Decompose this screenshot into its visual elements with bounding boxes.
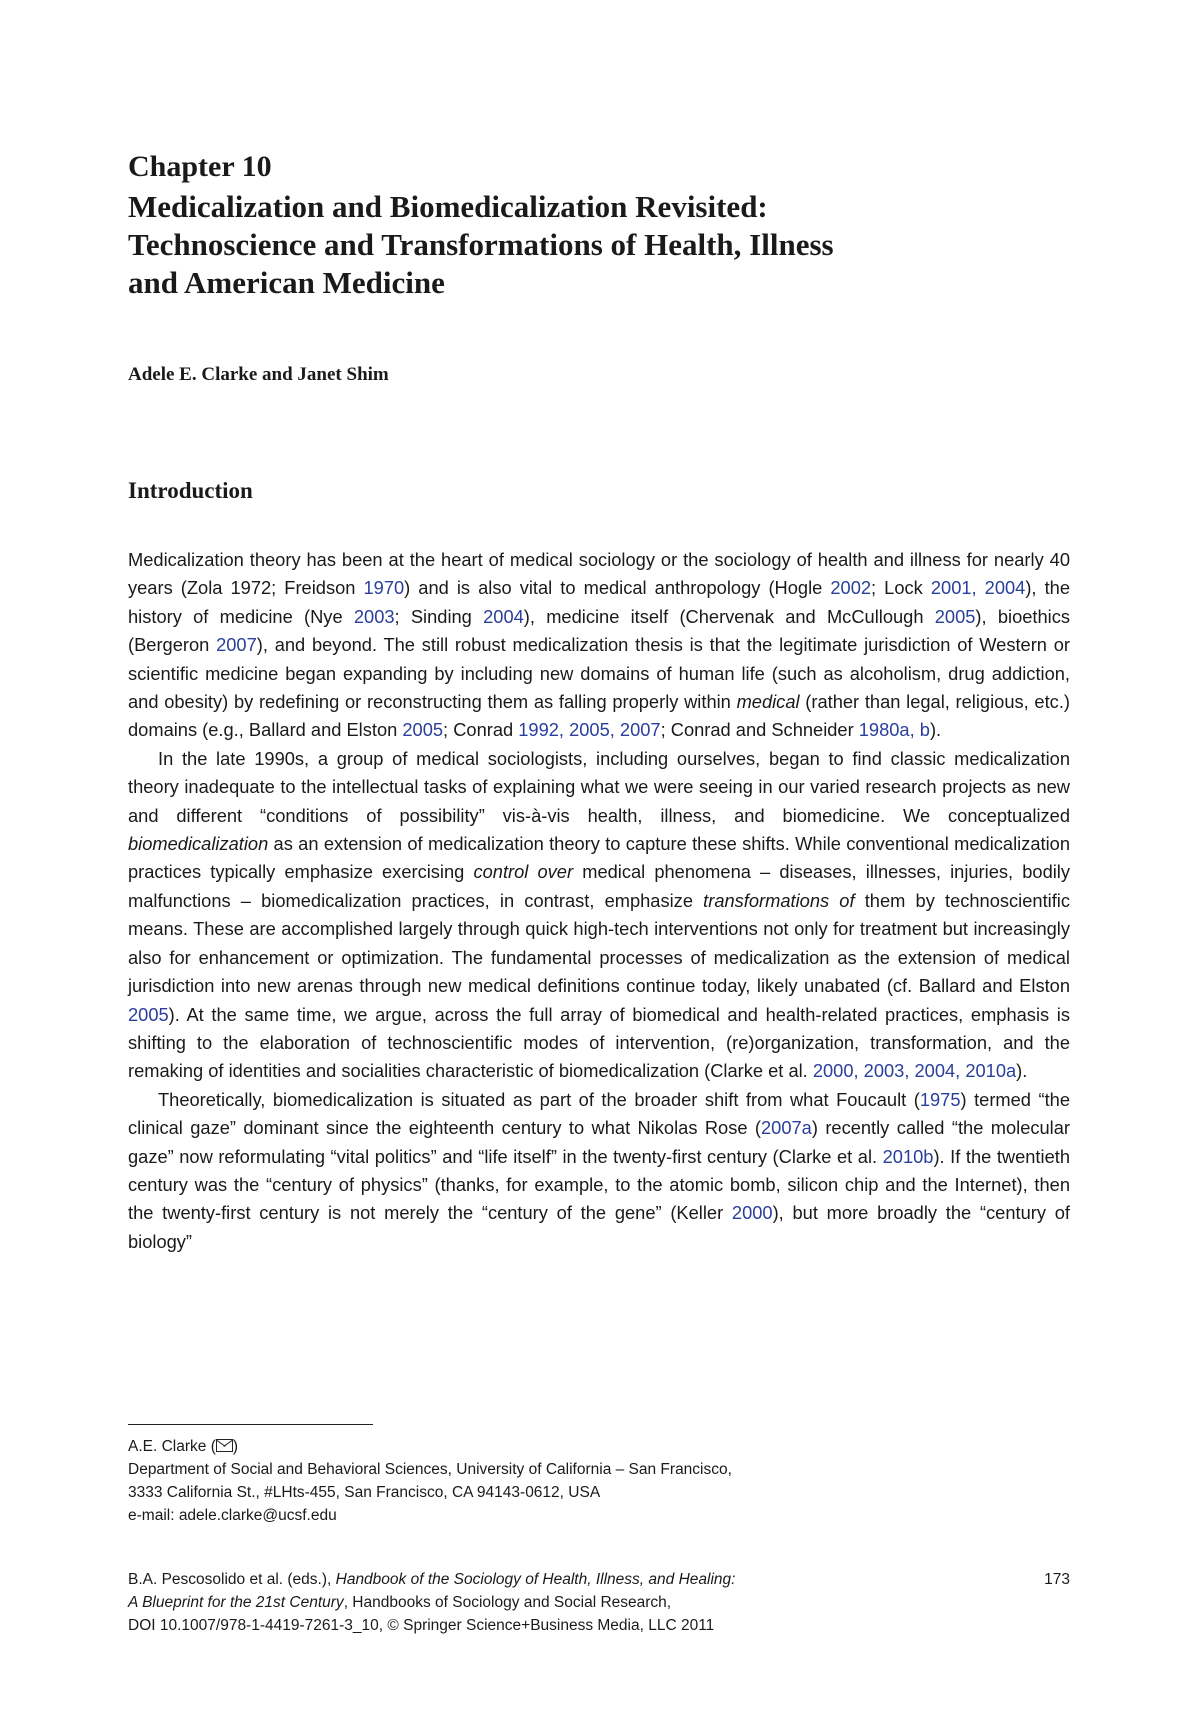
text-run: ) termed “the clinical gaze” dominant since the eighteenth century to what Nikolas Rose ( xyxy=(128,1088,1070,1139)
footer-doi: DOI 10.1007/978-1-4419-7261-3_10, © Springer Science+Business Media, LLC 2011 xyxy=(128,1617,715,1634)
citation-link[interactable]: 1970 xyxy=(363,577,405,599)
section-heading: Introduction xyxy=(128,478,253,503)
footnote-author-name: A.E. Clarke xyxy=(128,1438,207,1455)
footer-book-title: Handbook of the Sociology of Health, Illness, and Healing: xyxy=(335,1571,736,1588)
citation-link[interactable]: 2000, 2003, 2004, 2010a xyxy=(812,1060,1017,1082)
footnote-rule xyxy=(128,1424,373,1425)
citation-link[interactable]: 2007 xyxy=(216,634,257,656)
body-paragraph xyxy=(128,546,1070,745)
body-paragraph xyxy=(128,745,1070,1086)
text-run: ; Conrad xyxy=(443,719,519,741)
citation-link[interactable]: 2001, 2004 xyxy=(930,577,1026,599)
chapter-title-line: Technoscience and Transformations of Health, Illness xyxy=(128,227,834,262)
emphasized-text: control over xyxy=(473,861,574,883)
text-run: In the late 1990s, a group of medical sociologists, including ourselves, began to find classic medicalization theory inadequate to the intellectual tasks of explaining what we were seeing in our varied research projects as new and different “conditions of possibility” vis-à-vis health, illness, and biomedicine. We conceptualized xyxy=(128,747,1070,826)
text-run: ) and is also vital to medical anthropology (Hogle xyxy=(404,577,831,599)
text-run: ). xyxy=(1016,1060,1028,1082)
text-run: as an extension of medicalization theory to capture these shifts. While conventional medicalization practices typically emphasize exercising xyxy=(128,833,1070,883)
text-run: Theoretically, biomedicalization is situated as part of the broader shift from what Foucault ( xyxy=(158,1088,920,1110)
text-run: ), medicine itself (Chervenak and McCullough xyxy=(523,605,935,627)
citation-link[interactable]: 2005 xyxy=(128,1003,169,1025)
citation-link[interactable]: 2003 xyxy=(353,605,395,627)
authors: Adele E. Clarke and Janet Shim xyxy=(128,364,389,385)
page-number: 173 xyxy=(1044,1571,1070,1588)
text-run: ). At the same time, we argue, across the full array of biomedical and health-related practices, emphasis is shifting to the elaboration of technoscientific modes of intervention, (re)organization, transformation, and the remaking of identities and socialities characteristic of biomedicalization (Clarke et al. xyxy=(128,1003,1070,1082)
text-run: ; Lock xyxy=(871,577,931,599)
citation-link[interactable]: 2004 xyxy=(483,605,524,627)
citation-link[interactable]: 1980a, b xyxy=(858,719,930,741)
footer-editors: B.A. Pescosolido et al. (eds.), xyxy=(128,1571,336,1588)
footnote-department: Department of Social and Behavioral Sciences, University of California – San Francisco, xyxy=(128,1461,732,1478)
footnote-email: e-mail: adele.clarke@ucsf.edu xyxy=(128,1507,337,1524)
chapter-title-line: and American Medicine xyxy=(128,265,445,300)
footer-book-subtitle: A Blueprint for the 21st Century xyxy=(128,1594,344,1611)
chapter-title-line: Medicalization and Biomedicalization Revisited: xyxy=(128,189,768,224)
text-run: ; Sinding xyxy=(394,605,484,627)
body-text xyxy=(128,546,1070,1256)
text-run: ), bioethics (Bergeron xyxy=(128,605,1070,656)
citation-link[interactable]: 2005 xyxy=(934,605,976,627)
text-run: ), and beyond. The still robust medicalization thesis is that the legitimate jurisdiction of Western or scientific medicine began expanding by including new domains of human life (such as alcoholism, drug addiction, and obesity) by redefining or reconstructing them as falling properly within xyxy=(128,634,1070,713)
text-run: medical phenomena – diseases, illnesses, injuries, bodily malfunctions – biomedicalization practices, in contrast, emphasize xyxy=(128,861,1070,911)
emphasized-text: biomedicalization xyxy=(128,833,269,855)
citation-link[interactable]: 2002 xyxy=(830,577,872,599)
chapter-number: Chapter 10 xyxy=(128,150,272,183)
citation-link[interactable]: 2005 xyxy=(402,719,444,741)
footer-series: , Handbooks of Sociology and Social Research, xyxy=(343,1594,672,1611)
text-run: them by technoscientific means. These are accomplished largely through quick high-tech interventions not only for treatment but increasingly also for enhancement or optimization. The fundamental processes of medicalization as the extension of medical jurisdiction into new arenas through new medical definitions continue today, likely unabated (cf. Ballard and Elston xyxy=(128,889,1070,997)
text-run: Medicalization theory has been at the heart of medical sociology or the sociology of health and illness for nearly 40 years (Zola 1972; Freidson xyxy=(128,549,1070,599)
chapter-page xyxy=(128,150,1070,1256)
author-footnote xyxy=(128,1424,1070,1527)
text-run: ; Conrad and Schneider xyxy=(660,719,859,741)
citation-link[interactable]: 2010b xyxy=(882,1145,934,1167)
footnote-author-line: A.E. Clarke ( ) xyxy=(128,1438,239,1455)
footnote-address: 3333 California St., #LHts-455, San Francisco, CA 94143-0612, USA xyxy=(128,1484,601,1501)
envelope-icon xyxy=(216,1439,233,1452)
text-run: ), but more broadly the “century of biology” xyxy=(128,1202,1070,1252)
citation-link[interactable]: 1975 xyxy=(919,1088,961,1110)
chapter-title xyxy=(128,188,1070,302)
emphasized-text: medical xyxy=(736,691,800,713)
text-run: ). If the twentieth century was the “century of physics” (thanks, for example, to the atomic bomb, silicon chip and the Internet), then the twenty-first century is not merely the “century of the gene” (Keller xyxy=(128,1145,1070,1224)
citation-link[interactable]: 2007a xyxy=(761,1117,812,1139)
text-run: ). xyxy=(929,719,942,741)
page-footer xyxy=(128,1568,1070,1637)
text-run: (rather than legal, religious, etc.) domains (e.g., Ballard and Elston xyxy=(128,691,1070,741)
body-paragraph xyxy=(128,1086,1070,1256)
citation-block xyxy=(128,1568,908,1637)
text-run: ) recently called “the molecular gaze” now reformulating “vital politics” and “life itself” in the twenty-first century (Clarke et al. xyxy=(128,1117,1070,1167)
text-run: ), the history of medicine (Nye xyxy=(128,577,1070,627)
citation-link[interactable]: 1992, 2005, 2007 xyxy=(518,719,661,741)
citation-link[interactable]: 2000 xyxy=(731,1202,773,1224)
emphasized-text: transformations of xyxy=(703,889,855,911)
